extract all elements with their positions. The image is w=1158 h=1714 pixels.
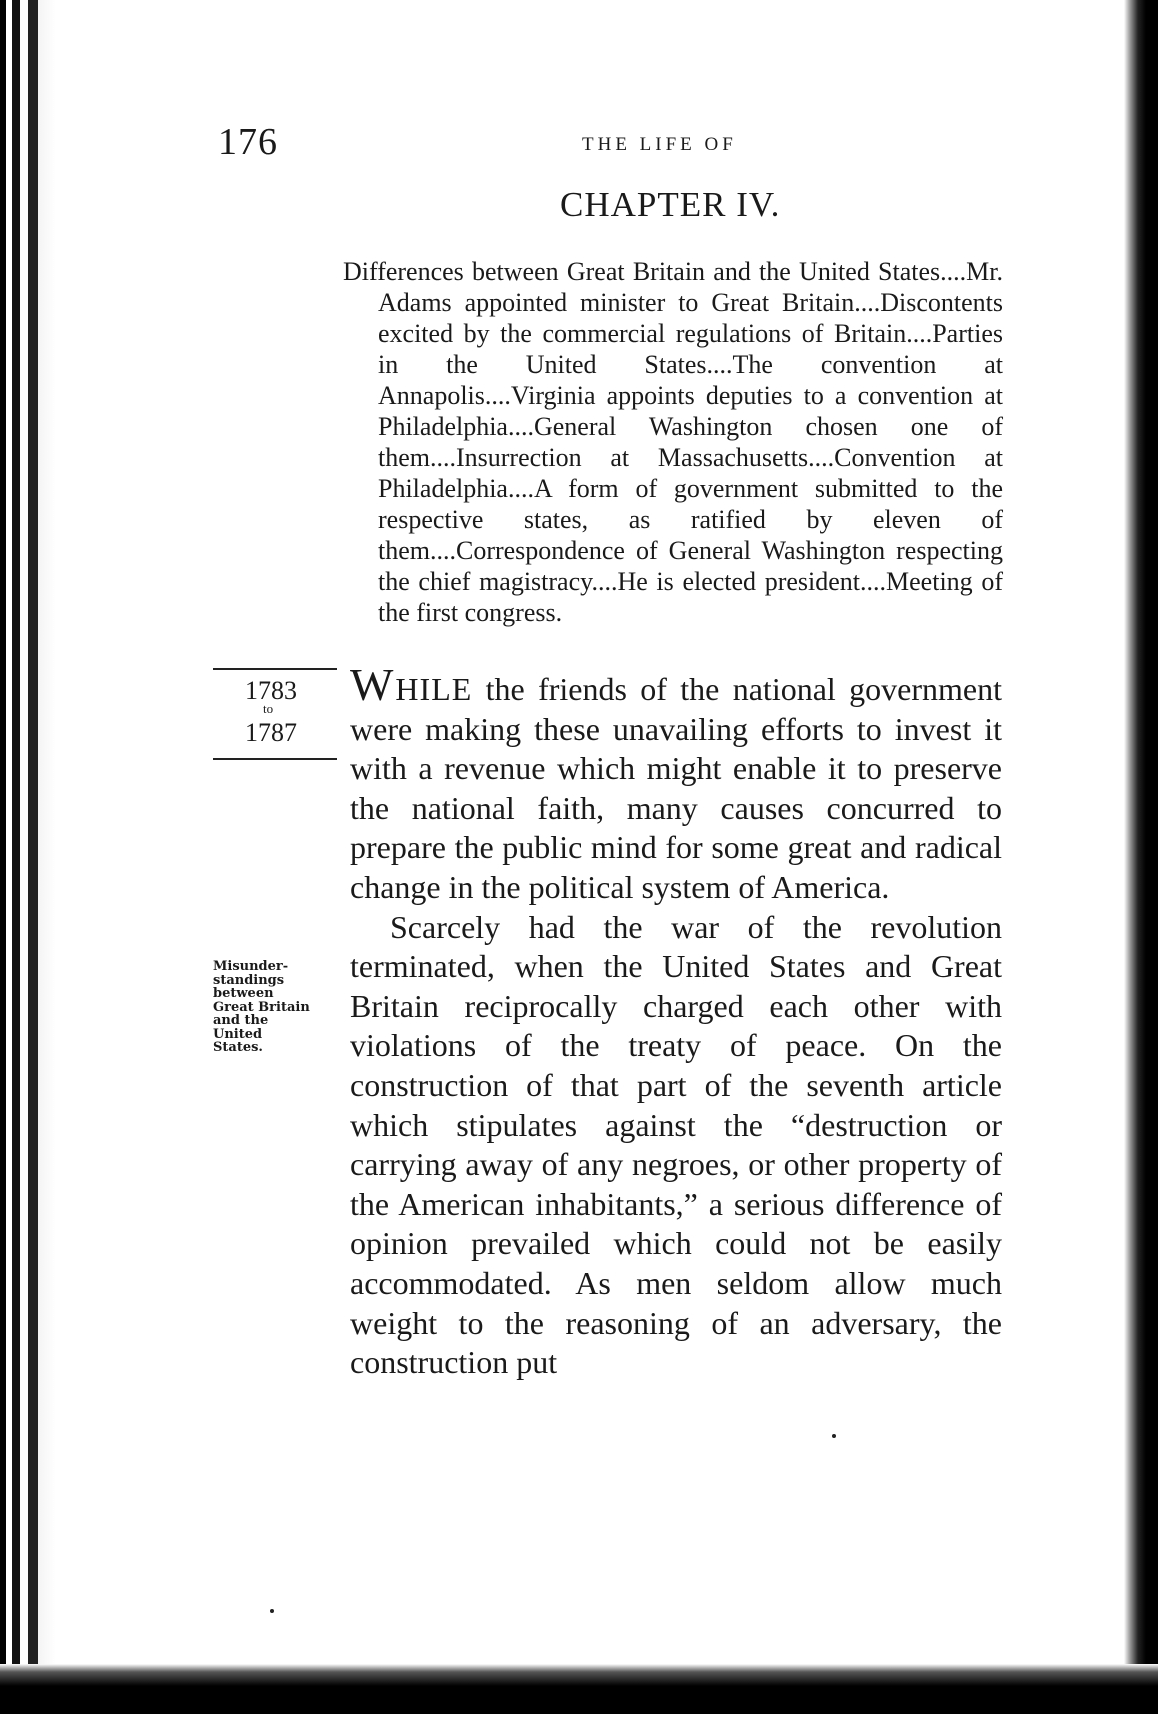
side-note [213, 960, 353, 1055]
chapter-summary-text: Differences between Great Britain and the United States....Mr. Adams appointed minister to Great Britain....Discontents excited by the commercial regulations of Britain....Parties in the United States....The convention at Annapolis....Virginia appoints deputies to a convention at Philadelphia....General Washington chosen one of them....Insurrection at Massachusetts....Convention at Philadelphia....A form of government submitted to the respective states, as ratified by eleven of them....Correspondence of General Washington respecting the chief magistracy....He is elected president....Meeting of the first congress. [343, 257, 1003, 627]
opening-caps: HILE [395, 671, 473, 707]
date-end: 1787 [245, 718, 297, 747]
date-rule-bottom [213, 758, 337, 760]
date-to: to [263, 701, 274, 716]
side-note-line: between [213, 986, 274, 1001]
binding-edge [0, 0, 56, 1714]
page-edge-right [1124, 0, 1158, 1714]
running-head: THE LIFE OF [582, 134, 737, 155]
drop-initial: W [350, 659, 394, 710]
margin-date-range [213, 668, 337, 760]
chapter-summary [343, 256, 1003, 628]
body-text [350, 659, 1002, 1383]
page-number: 176 [218, 121, 278, 163]
paragraph-1-text: the friends of the national government were making these unavailing efforts to invest it with a revenue which might enable it to preserve the national faith, many causes concurred to prepare the public mind for some great and radical change in the political system of America. [350, 671, 1002, 905]
side-note-line: Great Britain [213, 999, 310, 1015]
scan-speck [832, 1434, 836, 1438]
page-edge-bottom [0, 1664, 1158, 1714]
side-note-line: United [213, 1026, 263, 1042]
scan-speck [270, 1609, 274, 1613]
side-note-line: and the [213, 1013, 269, 1028]
side-note-line: States. [213, 1040, 263, 1055]
date-rule-top [213, 668, 337, 670]
side-note-line: Misunder- [213, 959, 289, 974]
paragraph-2: Scarcely had the war of the revolution terminated, when the United States and Great Britain reciprocally charged each other with violations of the treaty of peace. On the construction of that part of the seventh article which stipulates against the “destruction or carrying away of any negroes, or other property of the American inhabitants,” a serious difference of opinion prevailed which could not be easily accommodated. As men seldom allow much weight to the reasoning of an adversary, the construction put [350, 908, 1002, 1381]
date-start: 1783 [245, 676, 297, 705]
paragraph-1 [350, 659, 1002, 908]
chapter-title: CHAPTER IV. [560, 185, 781, 224]
side-note-line: standings [213, 972, 285, 988]
